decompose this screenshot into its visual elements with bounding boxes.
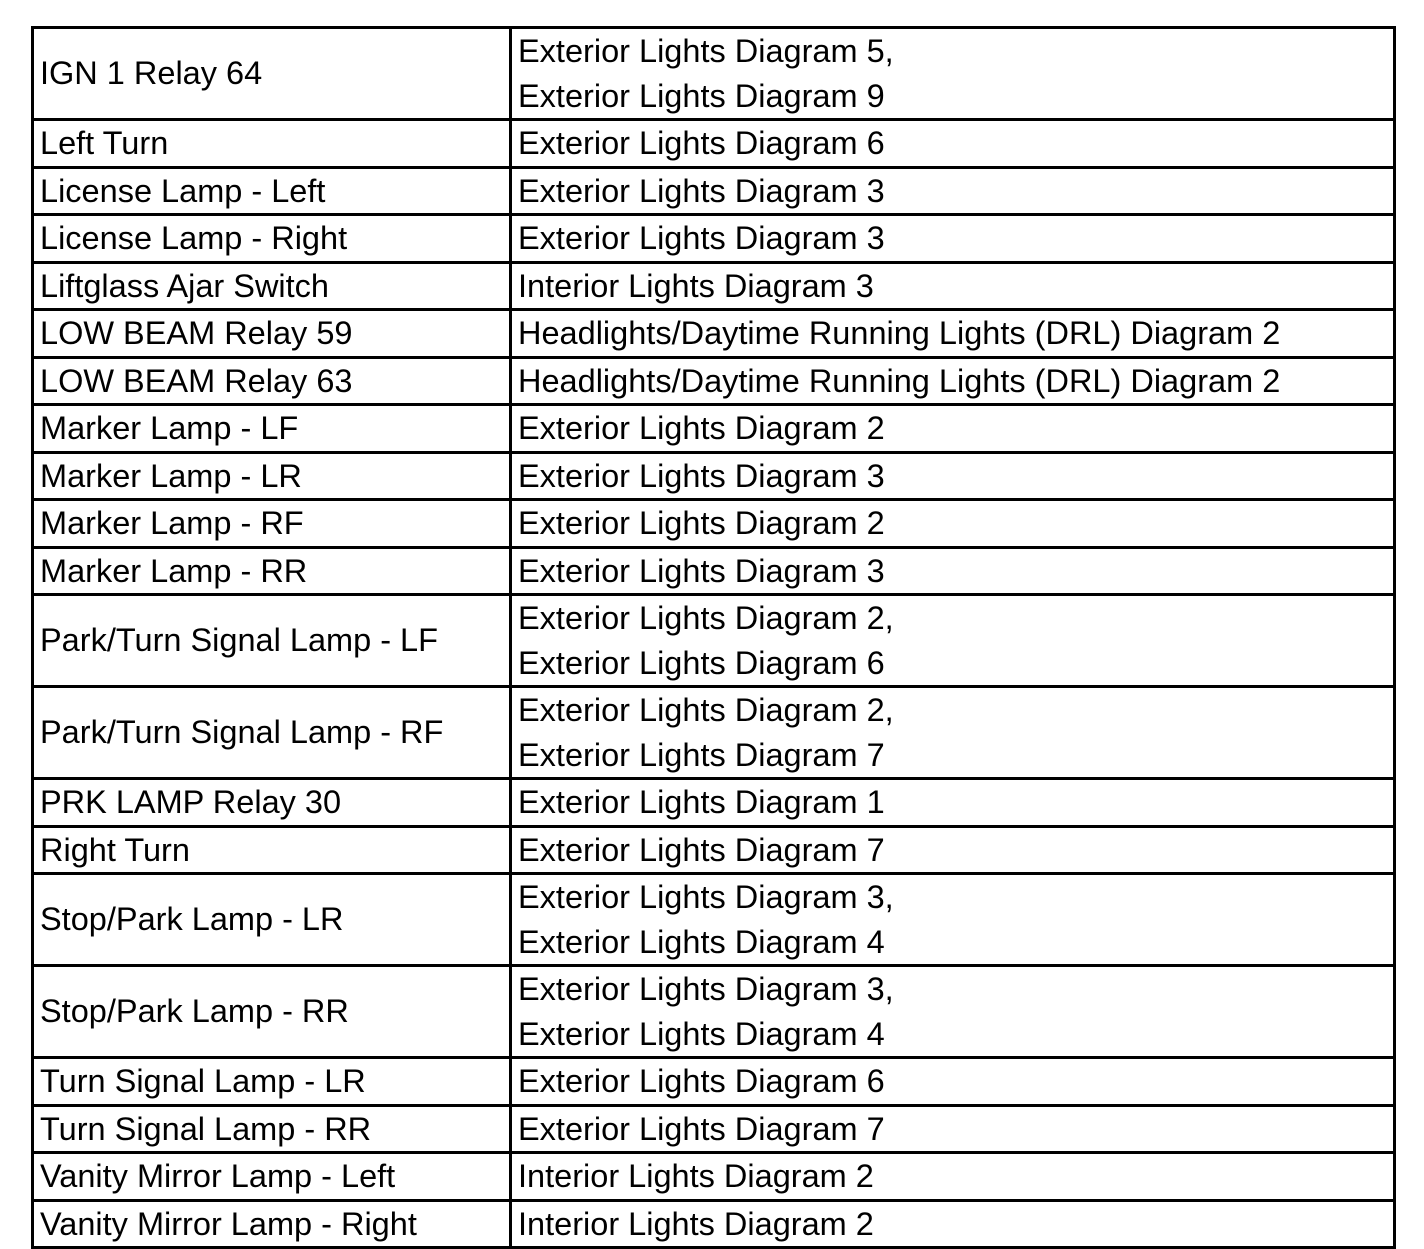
table-row [33, 826, 1395, 874]
diagram-reference: Exterior Lights Diagram 6 [518, 1063, 885, 1099]
diagram-reference: Exterior Lights Diagram 4 [518, 1015, 885, 1052]
table-row [33, 500, 1395, 548]
diagram-reference: Interior Lights Diagram 2 [518, 1158, 874, 1194]
diagram-reference-cell [511, 826, 1395, 874]
diagram-reference: Exterior Lights Diagram 2, [518, 692, 894, 728]
component-name-cell: Stop/Park Lamp - LR [33, 874, 511, 966]
component-name-cell: Vanity Mirror Lamp - Right [33, 1200, 511, 1248]
table-row [33, 1153, 1395, 1201]
table-body [33, 28, 1395, 1248]
diagram-reference-cell [511, 310, 1395, 358]
component-name-cell: Turn Signal Lamp - RR [33, 1105, 511, 1153]
component-name-cell: Marker Lamp - LF [33, 405, 511, 453]
table-row [33, 595, 1395, 687]
diagram-reference: Exterior Lights Diagram 3 [518, 172, 885, 209]
component-name-cell: Marker Lamp - LR [33, 452, 511, 500]
component-name-cell: LOW BEAM Relay 59 [33, 310, 511, 358]
table-row [33, 262, 1395, 310]
diagram-reference: Exterior Lights Diagram 7 [518, 1110, 885, 1147]
component-index-table [31, 26, 1396, 1249]
diagram-reference: Exterior Lights Diagram 3, [518, 971, 894, 1007]
diagram-reference: Exterior Lights Diagram 4 [518, 923, 885, 960]
diagram-reference: Headlights/Daytime Running Lights (DRL) Diagram 2 [518, 362, 1281, 399]
table-row [33, 687, 1395, 779]
table-row [33, 28, 1395, 120]
diagram-reference: Exterior Lights Diagram 9 [518, 77, 885, 114]
table-row [33, 1058, 1395, 1106]
diagram-reference-cell [511, 1153, 1395, 1201]
table-row [33, 215, 1395, 263]
diagram-reference-cell [511, 595, 1395, 687]
diagram-reference: Exterior Lights Diagram 5, [518, 33, 894, 69]
component-name-cell: Liftglass Ajar Switch [33, 262, 511, 310]
table-row [33, 167, 1395, 215]
component-name-cell: LOW BEAM Relay 63 [33, 357, 511, 405]
diagram-reference-cell [511, 357, 1395, 405]
diagram-reference: Exterior Lights Diagram 3, [518, 879, 894, 915]
table-row [33, 452, 1395, 500]
diagram-reference: Exterior Lights Diagram 6 [518, 125, 885, 161]
diagram-reference: Headlights/Daytime Running Lights (DRL) Diagram 2 [518, 315, 1281, 351]
diagram-reference: Interior Lights Diagram 3 [518, 267, 874, 304]
diagram-reference-cell [511, 28, 1395, 120]
component-name-cell: Right Turn [33, 826, 511, 874]
diagram-reference-cell [511, 262, 1395, 310]
component-name-cell: Vanity Mirror Lamp - Left [33, 1153, 511, 1201]
component-name-cell: Marker Lamp - RR [33, 547, 511, 595]
component-name-cell: Left Turn [33, 120, 511, 168]
table-row [33, 310, 1395, 358]
component-name-cell: Stop/Park Lamp - RR [33, 966, 511, 1058]
diagram-reference: Exterior Lights Diagram 2, [518, 600, 894, 636]
table-row [33, 547, 1395, 595]
table-row [33, 1105, 1395, 1153]
diagram-reference-cell [511, 1058, 1395, 1106]
component-name-cell: IGN 1 Relay 64 [33, 28, 511, 120]
diagram-reference-cell [511, 966, 1395, 1058]
diagram-reference-cell [511, 215, 1395, 263]
diagram-reference: Exterior Lights Diagram 2 [518, 410, 885, 446]
diagram-reference: Interior Lights Diagram 2 [518, 1205, 874, 1242]
diagram-reference-cell [511, 874, 1395, 966]
table-row [33, 779, 1395, 827]
component-name-cell: Park/Turn Signal Lamp - LF [33, 595, 511, 687]
component-name-cell: Marker Lamp - RF [33, 500, 511, 548]
table-row [33, 120, 1395, 168]
diagram-reference-cell [511, 1105, 1395, 1153]
diagram-reference-cell [511, 167, 1395, 215]
table-row [33, 357, 1395, 405]
component-name-cell: License Lamp - Right [33, 215, 511, 263]
diagram-reference: Exterior Lights Diagram 7 [518, 736, 885, 773]
diagram-reference: Exterior Lights Diagram 3 [518, 220, 885, 256]
diagram-reference: Exterior Lights Diagram 3 [518, 552, 885, 589]
diagram-reference-cell [511, 547, 1395, 595]
diagram-reference-cell [511, 405, 1395, 453]
diagram-reference-cell [511, 452, 1395, 500]
diagram-reference: Exterior Lights Diagram 7 [518, 831, 885, 868]
diagram-reference: Exterior Lights Diagram 6 [518, 644, 885, 681]
component-name-cell: Park/Turn Signal Lamp - RF [33, 687, 511, 779]
component-name-cell: License Lamp - Left [33, 167, 511, 215]
table-row [33, 966, 1395, 1058]
diagram-reference-cell [511, 779, 1395, 827]
diagram-reference: Exterior Lights Diagram 1 [518, 784, 885, 820]
diagram-reference-cell [511, 687, 1395, 779]
diagram-reference: Exterior Lights Diagram 3 [518, 457, 885, 494]
table-row [33, 405, 1395, 453]
table-row [33, 1200, 1395, 1248]
table-row [33, 874, 1395, 966]
component-name-cell: PRK LAMP Relay 30 [33, 779, 511, 827]
diagram-reference-cell [511, 120, 1395, 168]
diagram-reference-cell [511, 1200, 1395, 1248]
diagram-reference-cell [511, 500, 1395, 548]
diagram-reference: Exterior Lights Diagram 2 [518, 505, 885, 541]
component-name-cell: Turn Signal Lamp - LR [33, 1058, 511, 1106]
